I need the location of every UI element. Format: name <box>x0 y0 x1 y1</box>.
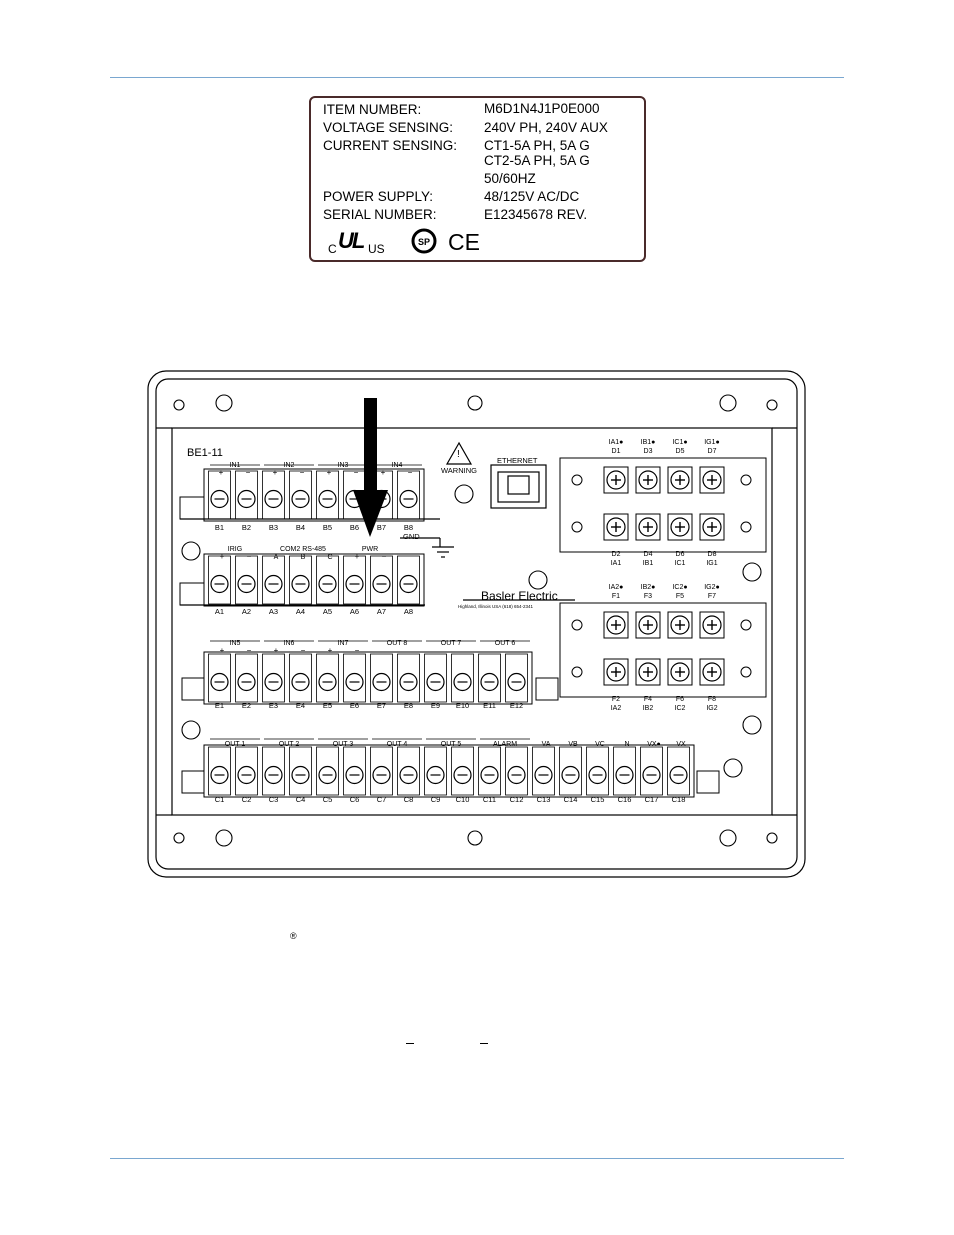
terminal-label: D3 <box>643 448 653 455</box>
terminal-label: B5 <box>322 523 333 532</box>
terminal-label: B1 <box>214 523 225 532</box>
minus-sign: − <box>407 468 413 477</box>
voltage-label: VB <box>568 741 578 748</box>
group-label: OUT 6 <box>494 640 516 647</box>
terminal-label: C4 <box>295 795 306 804</box>
minus-sign: − <box>353 468 359 477</box>
terminal-label: C1 <box>214 795 225 804</box>
mount-hole <box>720 830 736 846</box>
terminal-label: F3 <box>643 593 653 600</box>
terminal-label: C3 <box>268 795 279 804</box>
phase-label: IA1● <box>608 439 624 446</box>
mount-hole <box>182 721 200 739</box>
phase-label: IB1 <box>642 560 654 567</box>
mount-hole <box>455 485 473 503</box>
row-b-block <box>204 469 424 521</box>
ct-block-top-frame <box>560 458 766 552</box>
plate-value-frequency: 50/60HZ <box>484 171 536 186</box>
brand-address: Highland, Illinois USA (618) 654-2341 <box>458 604 534 609</box>
group-label: OUT 2 <box>278 741 300 748</box>
plus-sign: + <box>354 552 360 561</box>
plate-label-power: POWER SUPPLY: <box>323 189 434 204</box>
terminal-label: B4 <box>295 523 306 532</box>
plate-value-current-1: CT1-5A PH, 5A G <box>484 138 590 153</box>
group-label: IN2 <box>283 462 295 469</box>
row-b-end <box>180 497 204 519</box>
terminal-label: D2 <box>611 551 621 558</box>
terminal-label: B2 <box>241 523 252 532</box>
terminal-label: F6 <box>675 696 685 703</box>
group-label: PWR <box>361 546 379 553</box>
phase-label: IG1● <box>704 439 720 446</box>
terminal-label: B6 <box>349 523 360 532</box>
ul-logo: UL <box>338 228 364 253</box>
mount-hole <box>182 542 200 560</box>
terminal-label: B7 <box>376 523 387 532</box>
group-label: OUT 1 <box>224 741 246 748</box>
row-c-block <box>204 745 694 797</box>
plus-sign: + <box>272 468 278 477</box>
terminal-label: C12 <box>509 795 524 804</box>
terminal-label: E11 <box>483 701 496 710</box>
phase-label: IA2● <box>608 584 624 591</box>
ethernet-label: ETHERNET <box>497 456 538 465</box>
plate-value-current-2: CT2-5A PH, 5A G <box>484 153 590 168</box>
terminal-label: A1 <box>214 607 225 616</box>
terminal-label: A2 <box>241 607 252 616</box>
ce-logo: CE <box>448 229 480 255</box>
ct-end-screw <box>741 522 751 532</box>
warning-symbol: ! <box>457 449 460 460</box>
voltage-label: N <box>624 741 630 748</box>
phase-label: IA2 <box>610 705 622 712</box>
polarity-sign: + <box>219 646 225 655</box>
terminal-label: A6 <box>349 607 360 616</box>
model-label: BE1-11 <box>187 447 223 459</box>
footnote-dash-2 <box>480 1043 488 1044</box>
phase-label: IG2 <box>706 705 718 712</box>
mount-hole <box>743 563 761 581</box>
terminal-label: C15 <box>590 795 605 804</box>
group-label: IN4 <box>391 462 403 469</box>
group-label: OUT 3 <box>332 741 354 748</box>
group-label: OUT 7 <box>440 640 462 647</box>
group-label: OUT 5 <box>440 741 462 748</box>
group-label: IN5 <box>229 640 241 647</box>
mount-hole <box>174 833 184 843</box>
terminal-label: A4 <box>295 607 306 616</box>
voltage-label: VC <box>595 741 605 748</box>
terminal-label: C6 <box>349 795 360 804</box>
mount-hole <box>216 395 232 411</box>
row-c-end <box>182 771 204 793</box>
terminal-label: A5 <box>322 607 333 616</box>
mount-hole <box>720 395 736 411</box>
phase-label: IB1● <box>640 439 656 446</box>
terminal-label: E8 <box>403 701 414 710</box>
polarity-sign: − <box>300 646 306 655</box>
csa-text: SP <box>417 237 431 247</box>
terminal-label: C7 <box>376 795 387 804</box>
plate-value-serial: E12345678 REV. <box>484 207 588 222</box>
mount-hole <box>468 396 482 410</box>
terminal-label: C5 <box>322 795 333 804</box>
terminal-label: C16 <box>617 795 632 804</box>
mount-hole <box>767 400 777 410</box>
plate-label-voltage: VOLTAGE SENSING: <box>323 120 454 135</box>
mount-hole <box>529 571 547 589</box>
terminal-label: A8 <box>403 607 414 616</box>
terminal-label: D7 <box>707 448 717 455</box>
terminal-label: E12 <box>509 701 524 710</box>
terminal-label: C11 <box>482 795 497 804</box>
ct-end-screw <box>572 667 582 677</box>
plate-value-item: M6D1N4J1P0E000 <box>484 101 600 116</box>
phase-label: IA1 <box>610 560 622 567</box>
terminal-label: E2 <box>241 701 252 710</box>
terminal-label: C8 <box>403 795 414 804</box>
terminal-label: F2 <box>611 696 621 703</box>
terminal-label: F7 <box>707 593 717 600</box>
voltage-label: VX <box>676 741 686 748</box>
group-label: OUT 4 <box>386 741 408 748</box>
mount-hole <box>216 830 232 846</box>
group-label: IN3 <box>337 462 349 469</box>
terminal-label: A7 <box>376 607 387 616</box>
footer-rule <box>110 1158 844 1159</box>
warning-label: WARNING <box>441 466 477 475</box>
terminal-label: B8 <box>403 523 414 532</box>
terminal-label: E9 <box>430 701 441 710</box>
plus-sign: + <box>219 552 225 561</box>
ct-end-screw <box>572 620 582 630</box>
terminal-label: F5 <box>675 593 685 600</box>
terminal-label: D5 <box>675 448 685 455</box>
polarity-sign: + <box>327 646 333 655</box>
terminal-label: A3 <box>268 607 279 616</box>
sub-label: C <box>327 554 333 561</box>
terminal-label: D8 <box>707 551 717 558</box>
terminal-label: D6 <box>675 551 685 558</box>
phase-label: IG1 <box>706 560 718 567</box>
phase-label: IG2● <box>704 584 720 591</box>
terminal-label: E5 <box>322 701 333 710</box>
terminal-label: F1 <box>611 593 621 600</box>
ul-us-text: US <box>368 242 385 256</box>
terminal-label: F8 <box>707 696 717 703</box>
phase-label: IB2 <box>642 705 654 712</box>
gnd-label: GND <box>403 532 420 541</box>
sub-label: A <box>273 554 279 561</box>
minus-sign: − <box>381 552 387 561</box>
plate-label-current: CURRENT SENSING: <box>323 138 458 153</box>
row-a-block <box>204 554 424 606</box>
group-label: OUT 8 <box>386 640 408 647</box>
terminal-label: C10 <box>455 795 470 804</box>
terminal-label: C17 <box>644 795 659 804</box>
ct-end-screw <box>572 522 582 532</box>
minus-sign: − <box>299 468 305 477</box>
minus-sign: − <box>246 552 252 561</box>
terminal-label: D4 <box>643 551 653 558</box>
brand-name: Basler Electric <box>481 589 558 603</box>
plate-label-item: ITEM NUMBER: <box>323 102 422 117</box>
terminal-label: C13 <box>536 795 551 804</box>
terminal-label: E6 <box>349 701 360 710</box>
row-e-end <box>182 678 204 700</box>
terminal-label: E3 <box>268 701 279 710</box>
ct-end-screw <box>572 475 582 485</box>
group-label: IN6 <box>283 640 295 647</box>
group-label: ALARM <box>492 741 518 748</box>
plate-value-power: 48/125V AC/DC <box>484 189 580 204</box>
polarity-sign: + <box>273 646 279 655</box>
ct-end-screw <box>741 475 751 485</box>
row-e-end-right <box>536 678 558 700</box>
polarity-sign: − <box>246 646 252 655</box>
ct-block-bottom-frame <box>560 603 766 697</box>
group-label: COM2 RS-485 <box>280 546 326 553</box>
plate-value-voltage: 240V PH, 240V AUX <box>484 120 608 135</box>
plus-sign: + <box>218 468 224 477</box>
group-label: IN7 <box>337 640 349 647</box>
sub-label: B <box>300 554 306 561</box>
ul-c-text: C <box>328 242 337 256</box>
terminal-label: D1 <box>611 448 621 455</box>
mount-hole <box>174 400 184 410</box>
terminal-label: E4 <box>295 701 306 710</box>
terminal-label: C9 <box>430 795 441 804</box>
minus-sign: − <box>245 468 251 477</box>
phase-label: IC1● <box>672 439 688 446</box>
footnote-dash-1 <box>406 1043 414 1044</box>
mount-hole <box>767 833 777 843</box>
terminal-label: C18 <box>671 795 686 804</box>
terminal-label: E7 <box>376 701 387 710</box>
voltage-label: VX● <box>647 741 661 748</box>
row-e-block <box>204 652 532 704</box>
ct-end-screw <box>741 620 751 630</box>
phase-label: IB2● <box>640 584 656 591</box>
phase-label: IC1 <box>674 560 686 567</box>
polarity-sign: − <box>354 646 360 655</box>
terminal-label: B3 <box>268 523 279 532</box>
plate-label-serial: SERIAL NUMBER: <box>323 207 437 222</box>
terminal-label: C2 <box>241 795 252 804</box>
mount-hole <box>724 759 742 777</box>
ct-end-screw <box>741 667 751 677</box>
terminal-label: E1 <box>214 701 225 710</box>
terminal-label: E10 <box>455 701 470 710</box>
registered-mark: ® <box>290 931 297 941</box>
group-label: IN1 <box>229 462 241 469</box>
voltage-label: VA <box>541 741 551 748</box>
phase-label: IC2● <box>672 584 688 591</box>
plus-sign: + <box>326 468 332 477</box>
mount-hole <box>468 831 482 845</box>
phase-label: IC2 <box>674 705 686 712</box>
terminal-label: C14 <box>563 795 578 804</box>
plus-sign: + <box>380 468 386 477</box>
mount-hole <box>743 716 761 734</box>
terminal-label: F4 <box>643 696 653 703</box>
row-a-end <box>180 583 204 605</box>
group-label: IRIG <box>227 546 243 553</box>
row-c-end-right <box>697 771 719 793</box>
